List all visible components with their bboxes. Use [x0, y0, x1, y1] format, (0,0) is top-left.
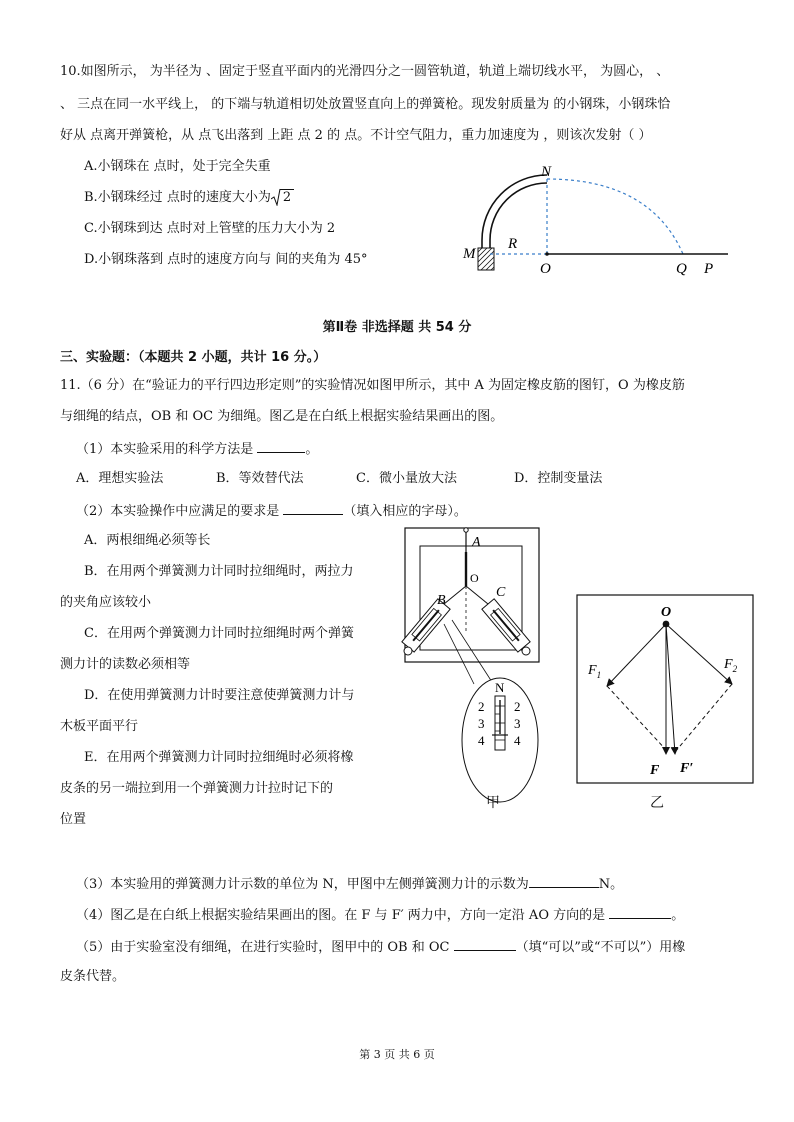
scale-right-4: 4 — [514, 733, 521, 748]
figure-yi — [576, 594, 756, 786]
label-F2-main: F — [724, 657, 733, 672]
label-M: M — [463, 246, 476, 262]
center-point — [545, 252, 549, 256]
tube-inner — [490, 183, 547, 253]
figure-jia — [392, 524, 552, 824]
scale-right-3: 3 — [514, 716, 521, 731]
label-F-prime: F′ — [680, 761, 694, 776]
q11-part-3-text: （3）本实验用的弹簧测力计示数的单位为 N，甲图中左侧弹簧测力计的示数为 — [76, 877, 529, 892]
q10-option-c: C.小钢珠到达 点时对上管壁的压力大小为 2 — [84, 221, 336, 236]
q11-part-1-end: 。 — [305, 442, 319, 457]
page-footer: 第 3 页 共 6 页 — [359, 1048, 435, 1061]
q11-part-2-end: （填入相应的字母）。 — [343, 504, 467, 519]
section-2-title: 第Ⅱ卷 非选择题 共 54 分 — [322, 320, 472, 335]
label-N: N — [541, 164, 552, 180]
q11-part-5-end: （填“可以”或“不可以”）用橡 — [515, 940, 686, 955]
q10-option-d: D.小钢珠落到 点时的速度方向与 间的夹角为 45° — [84, 252, 368, 267]
q11-part-1-text: （1）本实验采用的科学方法是 — [76, 442, 258, 457]
caption-yi: 乙 — [650, 795, 664, 811]
trajectory — [547, 179, 683, 254]
scale-left-3: 3 — [478, 716, 485, 731]
q11-p1-option-c: C．微小量放大法 — [356, 471, 457, 486]
q11-option-e-line-3: 位置 — [60, 812, 87, 827]
q11-option-b-line-2: 的夹角应该较小 — [60, 595, 152, 610]
q10-line-1: 10.如图所示， 为半径为 、固定于竖直平面内的光滑四分之一圆管轨道，轨道上端切线水平， 为圆心， 、 — [60, 64, 670, 79]
q11-p1-option-d: D．控制变量法 — [514, 471, 603, 486]
q11-option-a: A．两根细绳必须等长 — [84, 533, 211, 548]
label-N-unit: N — [495, 680, 505, 695]
scale-right-2: 2 — [514, 699, 521, 714]
label-O: O — [540, 261, 551, 277]
q11-p1-option-b: B．等效替代法 — [216, 471, 304, 486]
label-B: B — [437, 593, 446, 608]
label-O-yi: O — [661, 605, 672, 620]
q11-part-4 — [76, 904, 684, 926]
q11-part-5-text: （5）由于实验室没有细绳，在进行实验时，图甲中的 OB 和 OC — [76, 940, 454, 955]
caption-jia: 甲 — [486, 795, 500, 811]
sqrt-expression — [271, 188, 294, 208]
q11-option-e-line-1: E．在用两个弹簧测力计同时拉细绳时必须将橡 — [84, 750, 354, 765]
label-A: A — [472, 535, 481, 550]
q11-part-3-end: N。 — [598, 877, 624, 892]
scale-left-2: 2 — [478, 699, 485, 714]
label-Q: Q — [676, 261, 687, 277]
q11-intro-2: 与细绳的结点，OB 和 OC 为细绳。图乙是在白纸上根据实验结果画出的图。 — [60, 409, 504, 424]
label-F: F — [650, 763, 660, 778]
q11-option-e-line-2: 皮条的另一端拉到用一个弹簧测力计拉时记下的 — [60, 781, 334, 796]
q11-part-4-end: 。 — [671, 908, 685, 923]
label-P: P — [704, 261, 714, 277]
q11-part-3 — [76, 873, 623, 895]
q11-part-1-blank[interactable] — [257, 438, 305, 453]
label-C: C — [496, 585, 506, 600]
label-F1-sub: 1 — [596, 670, 602, 680]
q10-option-b-text: B.小钢珠经过 点时的速度大小为 — [84, 190, 271, 205]
q11-part-5 — [76, 936, 685, 958]
q10-option-a: A.小钢珠在 点时，处于完全失重 — [84, 159, 271, 174]
q11-part-5-blank[interactable] — [454, 936, 516, 951]
q11-option-c-line-1: C．在用两个弹簧测力计同时拉细绳时两个弹簧 — [84, 626, 354, 641]
q11-intro-1: 11.（6 分）在“验证力的平行四边形定则”的实验情况如图甲所示，其中 A 为固定橡皮筋的图钉，O 为橡皮筋 — [60, 378, 685, 393]
section-3-title: 三、实验题：（本题共 2 小题，共计 16 分。） — [60, 350, 327, 365]
q11-part-5-line-2: 皮条代替。 — [60, 969, 126, 984]
scale-left-4: 4 — [478, 733, 485, 748]
q11-option-b-line-1: B．在用两个弹簧测力计同时拉细绳时，两拉力 — [84, 564, 354, 579]
q11-option-d-line-1: D．在使用弹簧测力计时要注意使弹簧测力计与 — [84, 688, 355, 703]
left-scale-ring — [404, 647, 412, 655]
q11-part-3-blank[interactable] — [529, 873, 599, 888]
pin-a-head — [464, 528, 468, 532]
sqrt-sign-icon — [271, 188, 281, 206]
right-scale-ring — [522, 647, 530, 655]
q10-figure — [450, 160, 740, 280]
label-F1-main: F — [588, 663, 597, 678]
label-F2-sub: 2 — [732, 664, 738, 674]
q10-line-2: 、 三点在同一水平线上， 的下端与轨道相切处放置竖直向上的弹簧枪。现发射质量为 的小钢珠，小钢珠恰 — [60, 97, 671, 112]
q10-option-b — [84, 188, 294, 208]
q11-part-4-blank[interactable] — [609, 904, 671, 919]
label-O-jia: O — [470, 571, 479, 585]
q11-part-2-text: （2）本实验操作中应满足的要求是 — [76, 504, 284, 519]
q11-part-2 — [76, 500, 467, 522]
q11-part-1 — [76, 438, 318, 460]
q11-option-d-line-2: 木板平面平行 — [60, 719, 139, 734]
q10-line-3: 好从 点离开弹簧枪，从 点飞出落到 上距 点 2 的 点。不计空气阻力，重力加速度为 ，则该次发射（ ） — [60, 128, 652, 143]
label-R: R — [508, 236, 518, 252]
sqrt-value: 2 — [280, 189, 294, 205]
q11-option-c-line-2: 测力计的读数必须相等 — [60, 657, 191, 672]
q11-p1-option-a: A．理想实验法 — [76, 471, 164, 486]
q11-part-2-blank[interactable] — [283, 500, 343, 515]
q11-part-4-text: （4）图乙是在白纸上根据实验结果画出的图。在 F 与 F′ 两力中，方向一定沿 AO 方向的是 — [76, 908, 610, 923]
